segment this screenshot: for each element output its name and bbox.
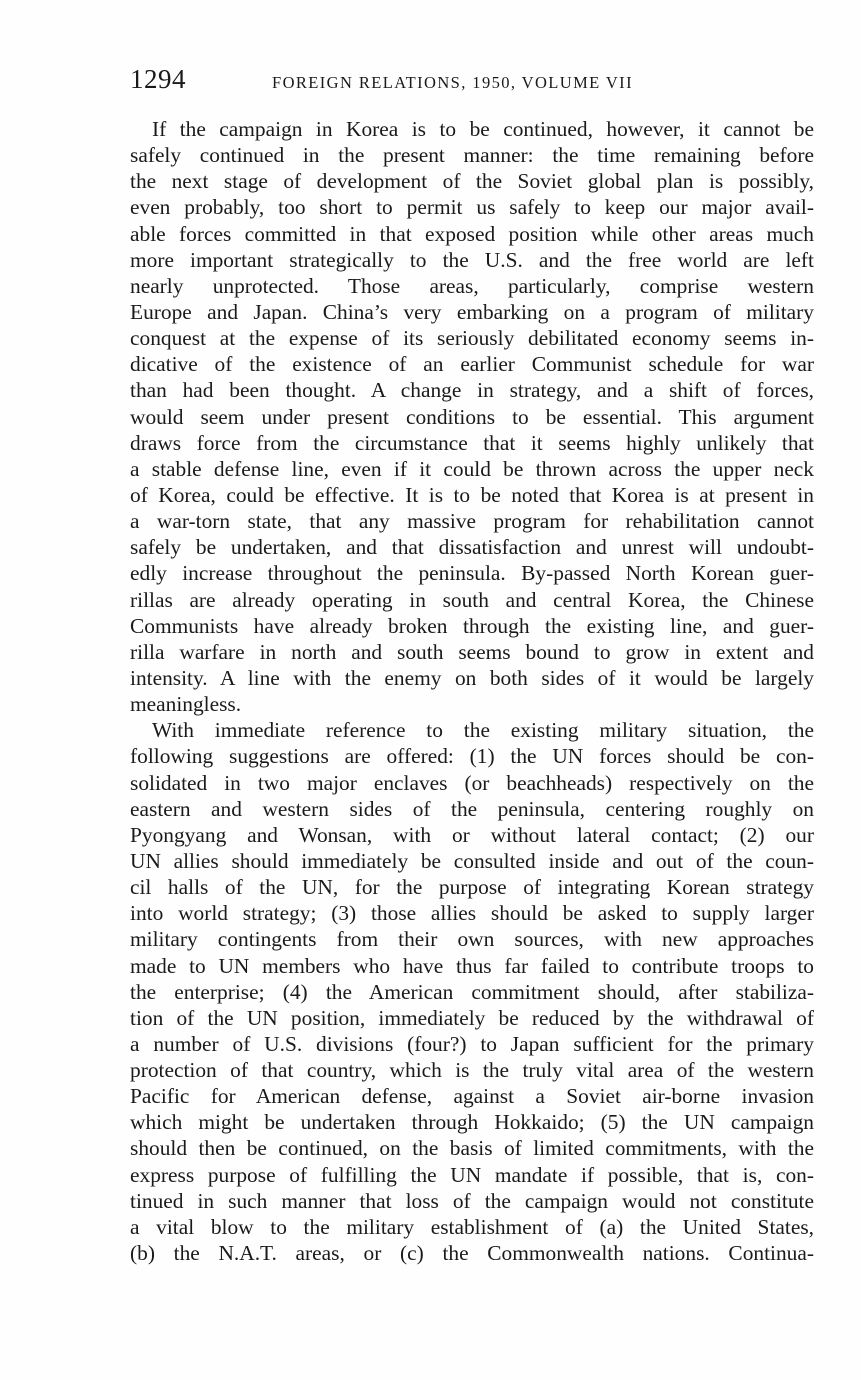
text-line: would seem under present conditions to be essential. This argument: [130, 404, 814, 429]
text-line: tinued in such manner that loss of the campaign would not constitute: [130, 1188, 814, 1213]
text-line: safely continued in the present manner: the time remaining before: [130, 143, 814, 168]
text-line: (b) the N.A.T. areas, or (c) the Commonwealth nations. Continua-: [130, 1241, 814, 1266]
text-line: than had been thought. A change in strategy, and a shift of forces,: [130, 378, 814, 403]
paragraph-2: [130, 717, 814, 1266]
text-line: Communists have already broken through the existing line, and guer-: [130, 613, 814, 638]
text-line: the next stage of development of the Soviet global plan is possibly,: [130, 169, 814, 194]
text-line: able forces committed in that exposed position while other areas much: [130, 221, 814, 246]
text-line: should then be continued, on the basis of limited commitments, with the: [130, 1136, 814, 1161]
text-line: a vital blow to the military establishment of (a) the United States,: [130, 1214, 814, 1239]
page-number: 1294: [130, 64, 186, 94]
text-line: safely be undertaken, and that dissatisfaction and unrest will undoubt-: [130, 535, 814, 560]
text-line: Pyongyang and Wonsan, with or without lateral contact; (2) our: [130, 822, 814, 847]
text-line: a number of U.S. divisions (four?) to Japan sufficient for the primary: [130, 1031, 814, 1056]
text-line: draws force from the circumstance that it seems highly unlikely that: [130, 430, 814, 455]
text-line: eastern and western sides of the peninsula, centering roughly on: [130, 796, 814, 821]
text-line: nearly unprotected. Those areas, particularly, comprise western: [130, 273, 814, 298]
text-line: rillas are already operating in south and central Korea, the Chinese: [130, 587, 814, 612]
text-line: protection of that country, which is the truly vital area of the western: [130, 1058, 814, 1083]
text-line: a stable defense line, even if it could be thrown across the upper neck: [130, 456, 814, 481]
text-line: edly increase throughout the peninsula. By-passed North Korean guer-: [130, 561, 814, 586]
body-text: [130, 116, 814, 1266]
text-line: tion of the UN position, immediately be reduced by the withdrawal of: [130, 1005, 814, 1030]
text-line: rilla warfare in north and south seems bound to grow in extent and: [130, 639, 814, 664]
text-line: a war-torn state, that any massive program for rehabilitation cannot: [130, 509, 814, 534]
text-line: made to UN members who have thus far failed to contribute troops to: [130, 953, 814, 978]
text-line: the enterprise; (4) the American commitment should, after stabiliza-: [130, 979, 814, 1004]
text-line: Europe and Japan. China’s very embarking on a program of military: [130, 299, 814, 324]
text-line: military contingents from their own sources, with new approaches: [130, 927, 814, 952]
text-line: If the campaign in Korea is to be continued, however, it cannot be: [152, 117, 814, 141]
text-line: more important strategically to the U.S. and the free world are left: [130, 247, 814, 272]
text-line: which might be undertaken through Hokkaido; (5) the UN campaign: [130, 1110, 814, 1135]
text-line: even probably, too short to permit us safely to keep our major avail-: [130, 195, 814, 220]
text-line: into world strategy; (3) those allies should be asked to supply larger: [130, 901, 814, 926]
running-head: FOREIGN RELATIONS, 1950, VOLUME VII: [272, 73, 633, 92]
text-line: cil halls of the UN, for the purpose of integrating Korean strategy: [130, 875, 814, 900]
text-line: solidated in two major enclaves (or beachheads) respectively on the: [130, 770, 814, 795]
text-line: Pacific for American defense, against a Soviet air-borne invasion: [130, 1084, 814, 1109]
text-line: conquest at the expense of its seriously debilitated economy seems in-: [130, 326, 814, 351]
text-line: With immediate reference to the existing military situation, the: [152, 718, 814, 743]
text-line: express purpose of fulfilling the UN mandate if possible, that is, con-: [130, 1162, 814, 1187]
page-header: [130, 64, 820, 100]
text-line: intensity. A line with the enemy on both sides of it would be largely: [130, 665, 814, 690]
text-line: following suggestions are offered: (1) the UN forces should be con-: [130, 744, 814, 769]
text-line: dicative of the existence of an earlier Communist schedule for war: [130, 352, 814, 377]
text-line: UN allies should immediately be consulted inside and out of the coun-: [130, 848, 814, 873]
text-line: of Korea, could be effective. It is to be noted that Korea is at present in: [130, 482, 814, 507]
text-line: meaningless.: [130, 692, 242, 717]
paragraph-1: [130, 116, 814, 717]
